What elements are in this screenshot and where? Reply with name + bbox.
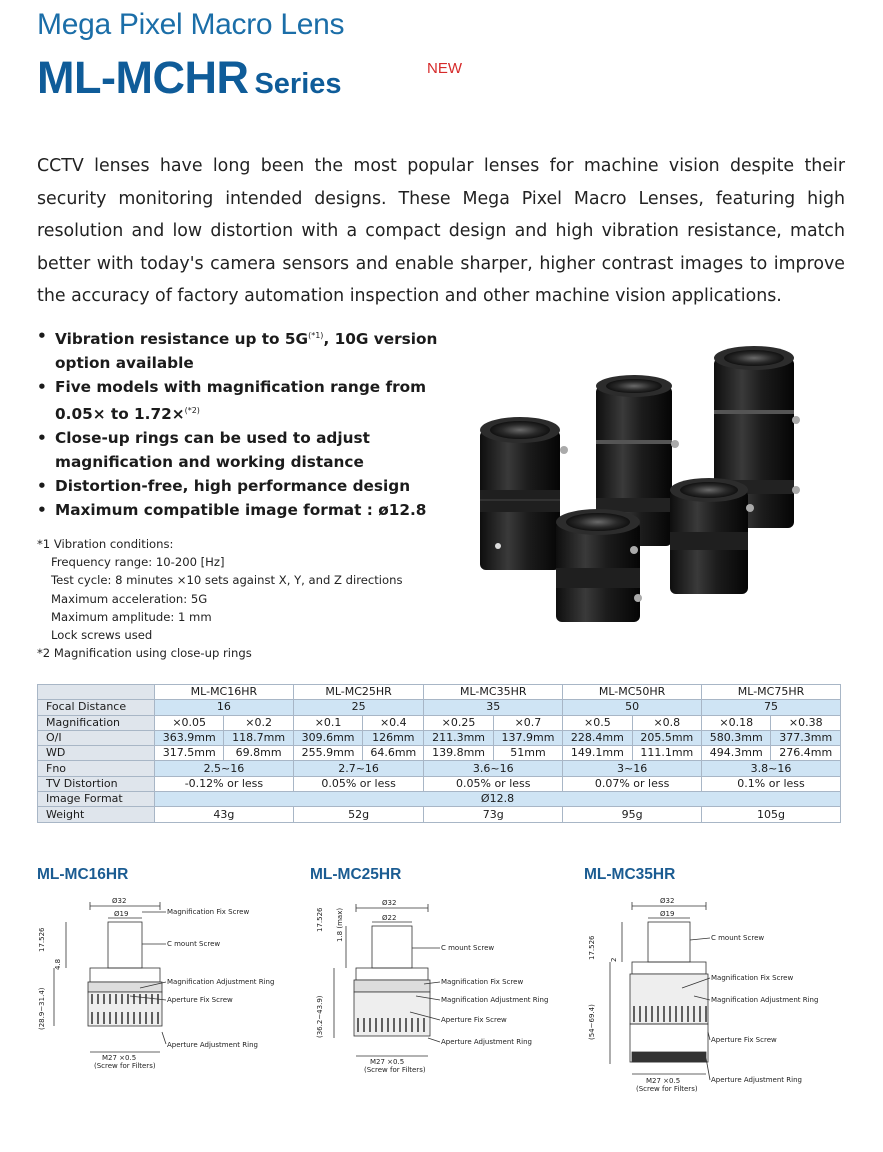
table-row: WD 317.5mm 69.8mm 255.9mm 64.6mm 139.8mm 51mm 149.1mm 111.1mm 494.3mm 276.4mm (38, 746, 841, 761)
callout-4: Aperture Fix Screw (167, 996, 233, 1004)
dim-v2: 1.8 (max) (336, 907, 344, 942)
table-row: O/I 363.9mm 118.7mm 309.6mm 126mm 211.3mm 137.9mm 228.4mm 205.5mm 580.3mm 377.3mm (38, 730, 841, 745)
dim-id: Ø22 (382, 914, 397, 922)
feature-item: • Maximum compatible image format : ø12.8 (37, 498, 457, 522)
feature-item: • Distortion-free, high performance design (37, 474, 457, 498)
model-name: ML-MCHR (37, 52, 249, 103)
table-header-row (38, 685, 841, 700)
table-row: Fno 2.5~16 2.7~16 3.6~16 3~16 3.8~16 (38, 761, 841, 776)
lens-16mm (556, 509, 642, 622)
diagram-35hr (582, 892, 852, 1112)
thread-sub: (Screw for Filters) (364, 1066, 426, 1074)
dim-v1: 17.526 (38, 927, 46, 952)
diagram-16hr (30, 892, 290, 1082)
lens-25mm (480, 417, 568, 570)
feature-item: • Five models with magnification range from 0.05× to 1.72×$^{(*2)}$ (37, 375, 457, 426)
callout-3: Magnification Adjustment Ring (711, 996, 819, 1004)
callout-1: Magnification Fix Screw (167, 908, 250, 916)
lens-35mm (670, 478, 754, 594)
callout-4: Aperture Fix Screw (711, 1036, 777, 1044)
callout-2: C mount Screw (167, 940, 221, 948)
note-1-line: Maximum acceleration: 5G (51, 591, 208, 606)
diagram-title-16hr: ML-MC16HR (37, 866, 129, 883)
thread-label: M27 ×0.5 (370, 1058, 405, 1066)
thread-sub: (Screw for Filters) (94, 1062, 156, 1070)
thread-sub: (Screw for Filters) (636, 1085, 698, 1093)
table-row: Focal Distance 16 25 35 50 75 (38, 700, 841, 715)
callout-1: C mount Screw (711, 934, 765, 942)
note-1-title: *1 Vibration conditions: (37, 537, 174, 551)
feature-item: • Close-up rings can be used to adjust magnification and working distance (37, 426, 457, 474)
dim-v3: (28.9~31.4) (38, 987, 46, 1030)
callout-3: Magnification Adjustment Ring (441, 996, 549, 1004)
note-1-line: Test cycle: 8 minutes ×10 sets against X, Y, and Z directions (51, 573, 403, 588)
note-1-line: Maximum amplitude: 1 mm (51, 609, 212, 624)
callout-2: Magnification Fix Screw (441, 978, 524, 986)
lens-product-photo (468, 340, 808, 640)
diagram-25hr (306, 892, 576, 1082)
callout-2: Magnification Fix Screw (711, 974, 794, 982)
table-row: Image Format Ø12.8 (38, 792, 841, 807)
dim-od: Ø32 (382, 899, 397, 907)
spec-table (37, 684, 841, 823)
dim-od: Ø32 (660, 897, 675, 905)
dim-v1: 17.526 (316, 907, 324, 932)
callout-5: Aperture Adjustment Ring (441, 1038, 532, 1046)
new-badge: NEW (427, 60, 462, 77)
dim-od: Ø32 (112, 897, 127, 905)
callout-1: C mount Screw (441, 944, 495, 952)
series-label: Series (254, 68, 342, 100)
series-heading (37, 52, 342, 104)
table-header-model: ML-MC50HR (563, 685, 702, 700)
note-2: *2 Magnification using close-up rings (37, 646, 252, 661)
table-header-corner (38, 685, 155, 700)
dim-v2: 2 (610, 957, 618, 962)
table-header-model: ML-MC25HR (293, 685, 423, 700)
feature-item: • Vibration resistance up to $5G^{(*1)}$, 10G version option available (37, 324, 457, 375)
table-row: TV Distortion -0.12% or less 0.05% or less 0.05% or less 0.07% or less 0.1% or less (38, 776, 841, 791)
table-header-model: ML-MC35HR (424, 685, 563, 700)
dim-id: Ø19 (660, 910, 675, 918)
dim-v3: (36.2~43.9) (316, 995, 324, 1038)
dim-id: Ø19 (114, 910, 129, 918)
thread-label: M27 ×0.5 (646, 1077, 681, 1085)
notes (37, 535, 403, 662)
dim-v1: 17.526 (588, 935, 596, 960)
table-row: Weight 43g 52g 73g 95g 105g (38, 807, 841, 822)
dim-v3: (54~69.4) (588, 1004, 596, 1040)
diagram-title-25hr: ML-MC25HR (310, 866, 402, 883)
callout-3: Magnification Adjustment Ring (167, 978, 275, 986)
thread-label: M27 ×0.5 (102, 1054, 137, 1062)
note-1-line: Frequency range: 10-200 [Hz] (51, 555, 225, 570)
table-row: Magnification ×0.05 ×0.2 ×0.1 ×0.4 ×0.25 ×0.7 ×0.5 ×0.8 ×0.18 ×0.38 (38, 715, 841, 730)
callout-5: Aperture Adjustment Ring (711, 1076, 802, 1084)
callout-5: Aperture Adjustment Ring (167, 1041, 258, 1049)
feature-list (37, 324, 457, 522)
diagram-title-35hr: ML-MC35HR (584, 866, 676, 883)
dim-v2: 4.8 (54, 958, 62, 970)
callout-4: Aperture Fix Screw (441, 1016, 507, 1024)
table-header-model: ML-MC16HR (155, 685, 294, 700)
table-header-model: ML-MC75HR (702, 685, 841, 700)
intro-paragraph: CCTV lenses have long been the most popular lenses for machine vision despite their security monitoring intended designs. These Mega Pixel Macro Lenses, featuring high resolution and low distortion with a compact design and high vibration resistance, match better with today's camera sensors and enable sharper, higher contrast images to improve the accuracy of factory automation inspection and other machine vision applications. (37, 156, 845, 306)
note-1-line: Lock screws used (51, 628, 153, 643)
page-title: Mega Pixel Macro Lens (37, 8, 345, 41)
